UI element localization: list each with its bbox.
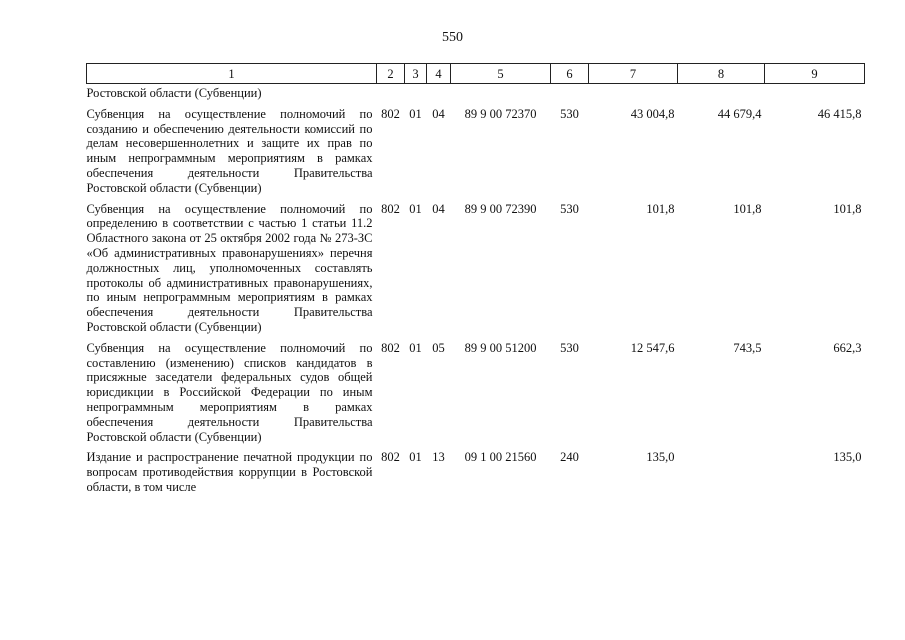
target-article-code: 89 9 00 51200 bbox=[464, 340, 537, 355]
ministry-code: 802 bbox=[381, 450, 400, 465]
expense-type-code: 530 bbox=[560, 340, 579, 355]
page-number: 550 bbox=[442, 30, 463, 45]
sum-value-2 bbox=[678, 447, 765, 497]
target-article-code: 89 9 00 72390 bbox=[464, 201, 537, 216]
sum-value-1: 101,8 bbox=[646, 201, 675, 216]
expense-type-code: 240 bbox=[560, 450, 579, 465]
section-code: 01 bbox=[409, 201, 422, 216]
column-header: 6 bbox=[551, 64, 589, 84]
column-header: 8 bbox=[678, 64, 765, 84]
sum-value-1: 135,0 bbox=[646, 450, 675, 465]
row-name: Субвенция на осуществление полномочий по определению в соответствии с частью 1 статьи 11.2 Областного закона от 25 октября 2002 года № 273-ЗС «Об административных правонарушениях» перечня должностных лиц, уполномоченных составлять протоколы об административных правонарушениях, по иным непрограммным мероприятиям в рамках обеспечения деятельности Правительства Ростовской области (Субвенции) bbox=[86, 201, 373, 334]
ministry-code: 802 bbox=[381, 106, 400, 121]
sum-value-3: 46 415,8 bbox=[817, 106, 862, 121]
column-header: 2 bbox=[377, 64, 405, 84]
budget-table bbox=[86, 63, 865, 498]
column-header: 3 bbox=[405, 64, 427, 84]
sum-value-3: 135,0 bbox=[833, 450, 862, 465]
table-row bbox=[87, 447, 865, 497]
table-row bbox=[87, 104, 865, 199]
section-code: 01 bbox=[409, 450, 422, 465]
subsection-code: 04 bbox=[432, 106, 445, 121]
column-header: 1 bbox=[87, 64, 377, 84]
sum-value-1: 43 004,8 bbox=[630, 106, 675, 121]
expense-type-code: 530 bbox=[560, 106, 579, 121]
column-header: 5 bbox=[451, 64, 551, 84]
sum-value-3: 101,8 bbox=[833, 201, 862, 216]
subsection-code: 13 bbox=[432, 450, 445, 465]
sum-value-2: 101,8 bbox=[733, 201, 762, 216]
sum-value-2: 44 679,4 bbox=[717, 106, 762, 121]
row-name-continuation: Ростовской области (Субвенции) bbox=[86, 86, 262, 100]
section-code: 01 bbox=[409, 340, 422, 355]
row-name: Субвенция на осуществление полномочий по составлению (изменению) списков кандидатов в присяжные заседатели федеральных судов общей юрисдикции в Российской Федерации по иным непрограммным мероприятиям в рамках обеспечения деятельности Правительства Ростовской области (Субвенции) bbox=[86, 340, 373, 444]
ministry-code: 802 bbox=[381, 201, 400, 216]
sum-value-2: 743,5 bbox=[733, 340, 762, 355]
subsection-code: 05 bbox=[432, 340, 445, 355]
table-row bbox=[87, 199, 865, 338]
table-row-continuation bbox=[87, 84, 865, 104]
row-name: Издание и распространение печатной продукции по вопросам противодействия коррупции в Ростовской области, в том числе bbox=[86, 450, 373, 494]
target-article-code: 89 9 00 72370 bbox=[464, 106, 537, 121]
subsection-code: 04 bbox=[432, 201, 445, 216]
table-row bbox=[87, 338, 865, 448]
section-code: 01 bbox=[409, 106, 422, 121]
sum-value-3: 662,3 bbox=[833, 340, 862, 355]
sum-value-1: 12 547,6 bbox=[630, 340, 675, 355]
ministry-code: 802 bbox=[381, 340, 400, 355]
table-header-row bbox=[87, 64, 865, 84]
column-header: 7 bbox=[589, 64, 678, 84]
target-article-code: 09 1 00 21560 bbox=[464, 450, 537, 465]
expense-type-code: 530 bbox=[560, 201, 579, 216]
row-name: Субвенция на осуществление полномочий по созданию и обеспечению деятельности комиссий по делам несовершеннолетних и защите их прав по иным непрограммным мероприятиям в рамках обеспечения деятельности Правительства Ростовской области (Субвенции) bbox=[86, 106, 373, 195]
column-header: 4 bbox=[427, 64, 451, 84]
column-header: 9 bbox=[765, 64, 865, 84]
